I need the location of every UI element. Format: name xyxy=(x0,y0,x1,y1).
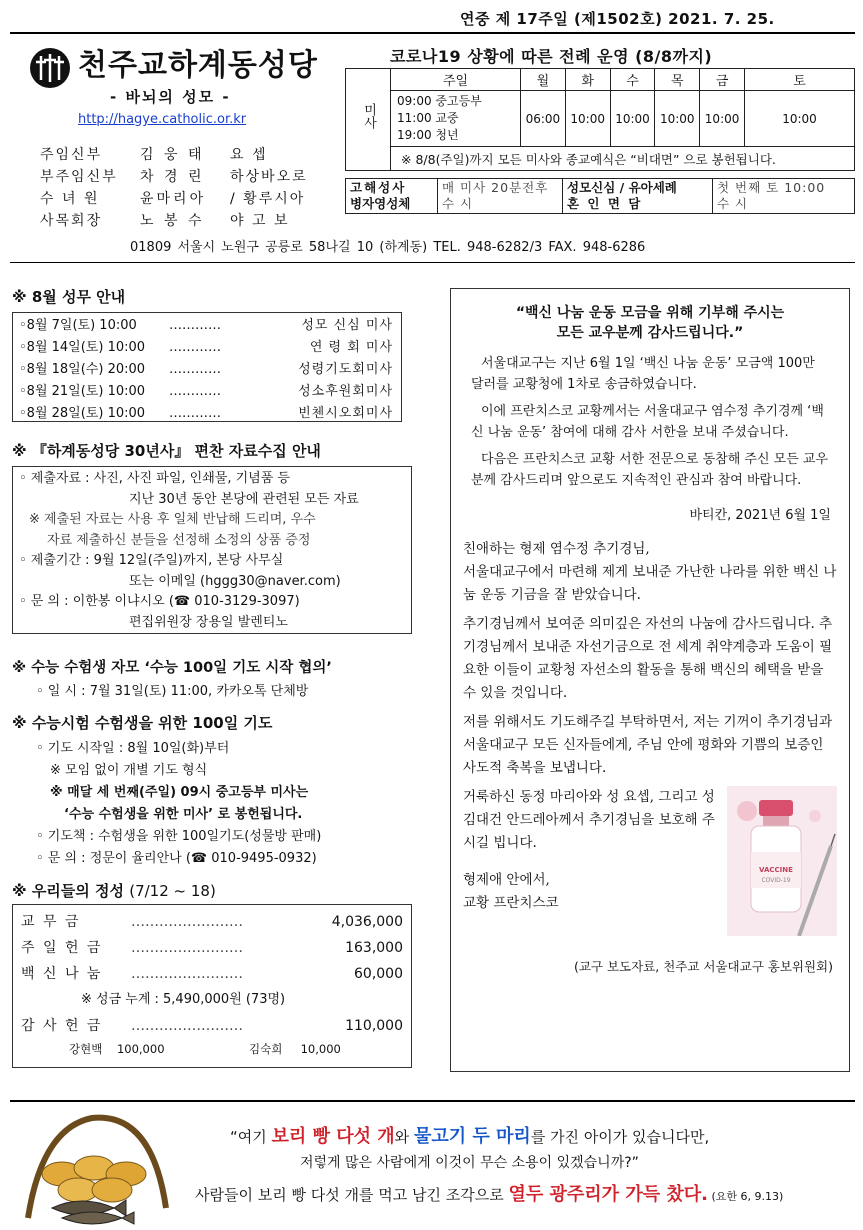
staff-row xyxy=(40,166,330,188)
day-header: 금 xyxy=(700,69,745,91)
august-schedule-box xyxy=(12,312,402,422)
offering-donors: 강현백 100,000 김숙희 10,000 xyxy=(69,1042,341,1056)
staff-role: 사목회장 xyxy=(40,213,103,229)
suneung-parent-info: ◦ 일 시 : 7월 31일(토) 11:00, 카카오톡 단체방 xyxy=(36,684,309,699)
letter-signoff: 형제애 안에서, xyxy=(463,872,550,888)
history-line: ◦ 제출기간 : 9월 12일(주일)까지, 본당 사무실 xyxy=(19,553,284,568)
prayer-line: ‘수능 수험생을 위한 미사’ 로 봉헌됩니다. xyxy=(64,807,303,822)
list-item: ◦8월 18일(수) 20:00 ………… 성령기도회미사 xyxy=(19,362,393,377)
prayer-line: ※ 매달 세 번째(주일) 09시 중고등부 미사는 xyxy=(50,785,309,800)
vial-label: VACCINE xyxy=(759,866,793,874)
day-header: 월 xyxy=(521,69,566,91)
august-title: ※ 8월 성무 안내 xyxy=(12,288,126,306)
staff-name: 윤마리아 xyxy=(140,191,207,207)
mass-schedule-table xyxy=(345,68,855,171)
staff-name: 차 경 린 xyxy=(140,169,205,185)
church-name: 천주교하계동성당 xyxy=(78,48,318,83)
mass-row-label: 미사 xyxy=(346,69,391,171)
history-line: ※ 제출된 자료는 사용 후 일체 반납해 드리며, 우수 xyxy=(29,512,316,527)
weekday-time: 10:00 xyxy=(655,91,700,147)
letter-intro-paragraph: 다음은 프란치스코 교황 서한 전문으로 동참해 주신 모든 교우분께 감사드리며 앞으로도 지속적인 관심과 참여 바랍니다. xyxy=(471,452,829,488)
letter-source: (교구 보도자료, 천주교 서울대교구 홍보위원회) xyxy=(573,959,833,974)
church-logo-icon xyxy=(28,46,72,90)
church-url-link[interactable]: http://hagye.catholic.or.kr xyxy=(78,112,247,127)
letter-title: “백신 나눔 운동 모금을 위해 기부해 주시는 모든 교우분께 감사드립니다.” xyxy=(515,305,785,341)
letter-paragraph: 저를 위해서도 기도해주길 부탁하면서, 저는 기꺼이 추기경님과 서울대교구 모든 신자들에게, 주님 안에 평화와 기쁨의 보증인 사도적 축복을 보냅니다. xyxy=(463,714,833,776)
weekday-time: 10:00 xyxy=(700,91,745,147)
header-divider xyxy=(10,262,855,263)
confession-value: 매 미사 20분전후 수 시 xyxy=(438,179,563,214)
offering-row: 교 무 금 …………………… 4,036,000 xyxy=(21,914,403,930)
bread-and-fish-icon xyxy=(22,1108,172,1226)
marian-value: 첫 번째 토 10:00 수 시 xyxy=(713,179,855,214)
staff-role: 부주임신부 xyxy=(40,169,118,185)
history-line: 자료 제출하신 분들을 선정해 소정의 상품 증정 xyxy=(47,532,311,548)
weekday-time: 06:00 xyxy=(521,91,566,147)
vial-sublabel: COVID-19 xyxy=(761,877,791,884)
footer-quote-line2: 저렇게 많은 사람에게 이것이 무슨 소용이 있겠습니까?” xyxy=(300,1155,639,1171)
staff-list xyxy=(40,144,330,232)
list-item: ◦8월 28일(토) 10:00 ………… 빈첸시오회미사 xyxy=(19,406,393,421)
list-item: ◦8월 21일(토) 10:00 ………… 성소후원회미사 xyxy=(19,384,393,399)
weekday-time: 10:00 xyxy=(610,91,655,147)
letter-intro-paragraph: 서울대교구는 지난 6월 1일 ‘백신 나눔 운동’ 모금액 100만 달러를 교황청에 1차로 송금하였습니다. xyxy=(471,356,815,392)
offering-row: 주 일 헌 금 …………………… 163,000 xyxy=(21,940,403,956)
offering-box xyxy=(12,904,412,1068)
staff-name: 김 웅 태 xyxy=(140,147,205,163)
church-subtitle: - 바뇌의 성모 - xyxy=(110,88,231,106)
footer-divider xyxy=(10,1100,855,1102)
history-box xyxy=(12,466,412,634)
history-line: 또는 이메일 (hggg30@naver.com) xyxy=(129,573,341,589)
confession-table xyxy=(345,178,855,214)
letter-paragraph: 추기경님께서 보여준 의미깊은 자선의 나눔에 감사드립니다. 추기경님께서 보내준 자선기금으로 전 세계 취약계층과 도움이 필요한 이들이 교황청 자선소의 활동을 통해 백신의 혜택을 받을 수 있을 것입니다. xyxy=(463,616,833,701)
offering-row: 감 사 헌 금 …………………… 110,000 xyxy=(21,1018,403,1034)
day-header: 토 xyxy=(745,69,855,91)
offering-cumulative: ※ 성금 누계 : 5,490,000원 (73명) xyxy=(81,992,286,1007)
suneung-prayer-details xyxy=(36,738,416,870)
offering-title: ※ 우리들의 정성 (7/12 ~ 18) xyxy=(12,882,216,900)
history-line: 편집위원장 장용일 발렌티노 xyxy=(129,614,288,630)
staff-row xyxy=(40,144,330,166)
prayer-line: ◦ 기도 시작일 : 8월 10일(화)부터 xyxy=(36,741,230,756)
letter-signature: 교황 프란치스코 xyxy=(463,895,559,911)
footer-quote-line3: 사람들이 보리 빵 다섯 개를 먹고 남긴 조각으로 열두 광주리가 가득 찼다. (요한 6, 9.13) xyxy=(195,1184,784,1205)
day-header: 주일 xyxy=(391,69,521,91)
history-line: ◦ 제출자료 : 사진, 사진 파일, 인쇄물, 기념품 등 xyxy=(19,471,290,486)
vaccine-illustration xyxy=(727,786,837,936)
letter-intro-paragraph: 이에 프란치스코 교황께서는 서울대교구 염수정 추기경께 ‘백신 나눔 운동’ 참여에 대해 감사 서한을 보내 주셨습니다. xyxy=(471,404,824,440)
staff-saint: 요 셉 xyxy=(230,147,268,163)
weekday-time: 10:00 xyxy=(565,91,610,147)
weekday-time: 10:00 xyxy=(745,91,855,147)
issue-line: 연중 제 17주일 (제1502호) 2021. 7. 25. xyxy=(460,10,775,28)
list-item: ◦8월 14일(토) 10:00 ………… 연 령 회 미사 xyxy=(19,340,393,355)
footer-quote-line1: “여기 보리 빵 다섯 개와 물고기 두 마리를 가진 아이가 있습니다만, xyxy=(230,1126,710,1147)
pope-letter-box xyxy=(450,288,850,1072)
history-title: ※ 『하계동성당 30년사』 편찬 자료수집 안내 xyxy=(12,442,321,460)
staff-name: 노 봉 수 xyxy=(140,213,205,229)
staff-role: 주임신부 xyxy=(40,147,103,163)
prayer-line: ◦ 기도책 : 수험생을 위한 100일기도(성물방 판매) xyxy=(36,829,322,844)
church-address: 01809 서울시 노원구 공릉로 58나길 10 (하계동) TEL. 948-6282/3 FAX. 948-6286 xyxy=(130,240,646,255)
day-header: 수 xyxy=(610,69,655,91)
day-header: 목 xyxy=(655,69,700,91)
history-line: ◦ 문 의 : 이한봉 이냐시오 (☎ 010-3129-3097) xyxy=(19,594,300,609)
day-header: 화 xyxy=(565,69,610,91)
letter-date: 바티칸, 2021년 6월 1일 xyxy=(689,508,831,523)
staff-saint: 하상바오로 xyxy=(230,169,308,185)
marian-label: 성모신심 / 유아세례 혼 인 면 담 xyxy=(563,179,713,214)
list-item: ◦8월 7일(토) 10:00 ………… 성모 신심 미사 xyxy=(19,318,393,333)
letter-salutation: 친애하는 형제 염수정 추기경님, xyxy=(463,541,650,557)
prayer-line: ※ 모임 없이 개별 기도 형식 xyxy=(50,763,208,778)
mass-notice: ※ 8/8(주일)까지 모든 미사와 종교예식은 “비대면” 으로 봉헌됩니다. xyxy=(391,147,855,171)
sunday-times: 09:00 중고등부 11:00 교중 19:00 청년 xyxy=(391,91,521,147)
history-line: 지난 30년 동안 본당에 관련된 모든 자료 xyxy=(129,491,359,507)
top-divider xyxy=(10,32,855,34)
mass-schedule-title: 코로나19 상황에 따른 전례 운영 (8/8까지) xyxy=(390,47,713,66)
suneung-parent-title: ※ 수능 수험생 자모 ‘수능 100일 기도 시작 협의’ xyxy=(12,660,332,676)
staff-role: 수 녀 원 xyxy=(40,191,100,207)
staff-saint: 야 고 보 xyxy=(230,213,290,229)
letter-paragraph: 거룩하신 동정 마리아와 성 요셉, 그리고 성 김대건 안드레아께서 추기경님을 보호해 주시길 빕니다. xyxy=(463,789,715,851)
letter-closing xyxy=(463,786,717,936)
prayer-line: ◦ 문 의 : 정문이 율리안나 (☎ 010-9495-0932) xyxy=(36,851,317,866)
staff-saint: / 황루시아 xyxy=(230,191,306,207)
confession-label: 고해성사 병자영성체 xyxy=(346,179,438,214)
staff-row xyxy=(40,210,330,232)
letter-paragraph: 서울대교구에서 마련해 제게 보내준 가난한 나라를 위한 백신 나눔 운동 기금을 잘 받았습니다. xyxy=(463,564,837,603)
suneung-prayer-title: ※ 수능시험 수험생을 위한 100일 기도 xyxy=(12,714,273,732)
staff-row xyxy=(40,188,330,210)
letter-closing-row xyxy=(463,786,837,936)
offering-row: 백 신 나 눔 …………………… 60,000 xyxy=(21,966,403,982)
